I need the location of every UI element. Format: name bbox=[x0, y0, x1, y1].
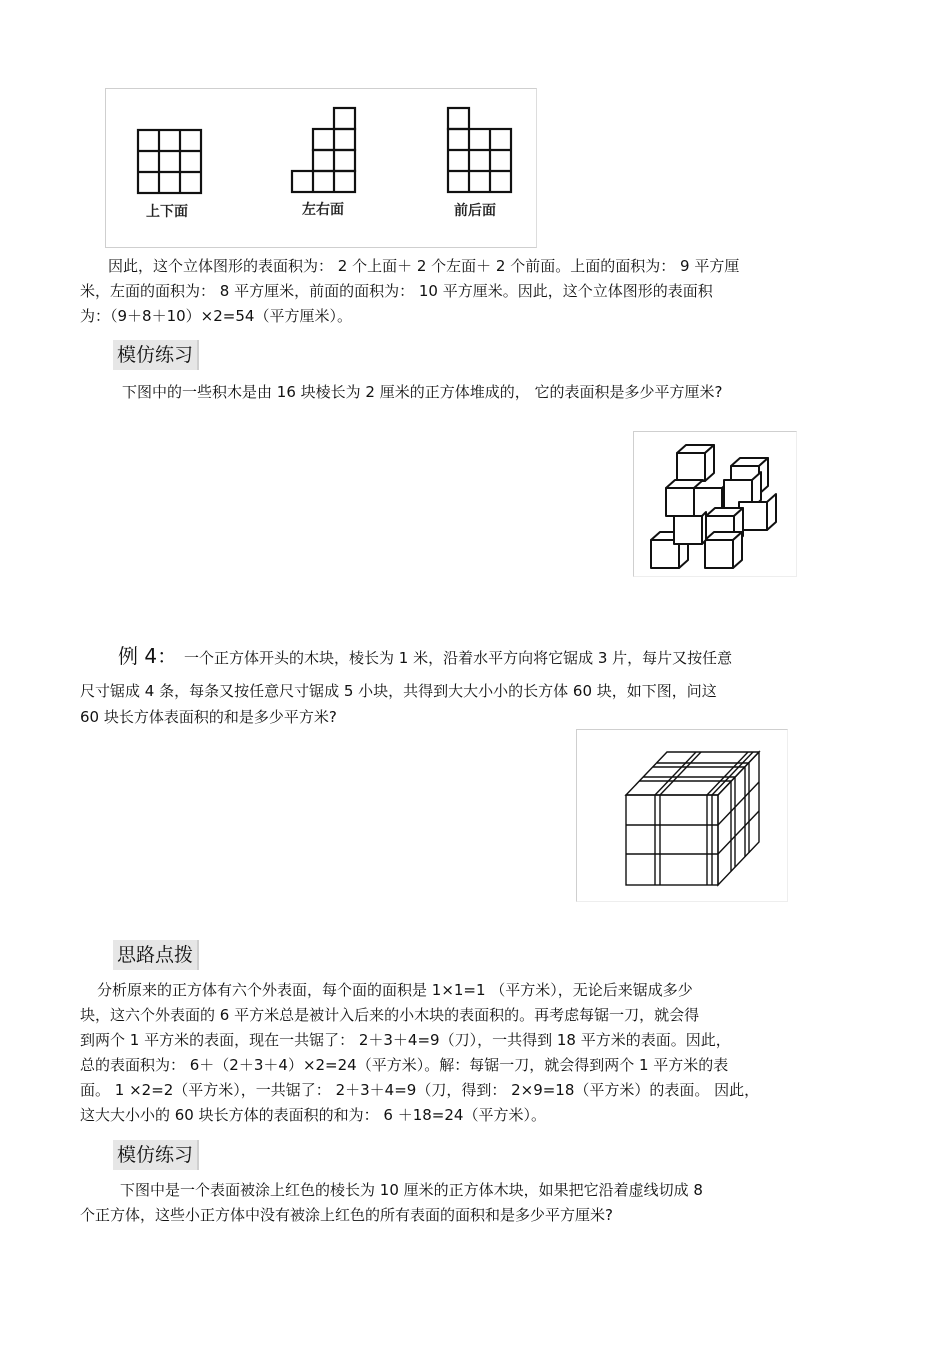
example4-line-1: 一个正方体开头的木块，棱长为 1 米，沿着水平方向将它锯成 3 片，每片又按任意 bbox=[184, 649, 733, 667]
front-back-label: 前后面 bbox=[454, 203, 496, 219]
views-diagram bbox=[106, 89, 536, 247]
analysis-line-6: 这大大小小的 60 块长方体的表面积的和为： 6 ＋18=24（平方米）。 bbox=[80, 1106, 546, 1124]
example4-line-2: 尺寸锯成 4 条，每条又按任意尺寸锯成 5 小块，共得到大大小小的长方体 60 块，如下图，问这 bbox=[80, 682, 717, 700]
sawn-cube-drawing bbox=[577, 730, 787, 901]
practice-question-1: 下图中的一些积木是由 16 块棱长为 2 厘米的正方体堆成的， 它的表面积是多少平方厘米? bbox=[122, 383, 723, 401]
analysis-line-5: 面。 1 ×2=2（平方米），一共锯了： 2＋3＋4=9（刀，得到： 2×9=18（平方米）的表面。 因此， bbox=[80, 1081, 760, 1099]
example4-label: 例 4： bbox=[118, 644, 178, 668]
practice-heading-2: 模仿练习 bbox=[113, 1140, 199, 1170]
answer-line-1: 因此，这个立体图形的表面积为： 2 个上面＋ 2 个左面＋ 2 个前面。上面的面积为： 9 平方厘 bbox=[108, 257, 740, 275]
analysis-line-1: 分析原来的正方体有六个外表面，每个面的面积是 1×1=1 （平方米），无论后来锯成多少 bbox=[97, 981, 693, 999]
top-bottom-view bbox=[138, 130, 201, 193]
sawn-cube-figure bbox=[576, 729, 788, 902]
analysis-line-3: 到两个 1 平方米的表面，现在一共锯了： 2＋3＋4=9（刀），一共得到 18 平方米的表面。因此， bbox=[80, 1031, 731, 1049]
left-right-view bbox=[292, 108, 355, 192]
analysis-line-2: 块，这六个外表面的 6 平方米总是被计入后来的小木块的表面积的。再考虑每锯一刀，就会得 bbox=[80, 1006, 700, 1024]
top-bottom-label: 上下面 bbox=[146, 204, 188, 220]
left-right-label: 左右面 bbox=[302, 202, 344, 218]
practice2-line-2: 个正方体，这些小正方体中没有被涂上红色的所有表面的面积和是多少平方厘米? bbox=[80, 1206, 613, 1224]
analysis-heading: 思路点拨 bbox=[113, 940, 199, 970]
answer-line-2: 米，左面的面积为： 8 平方厘米，前面的面积为： 10 平方厘米。因此，这个立体图形的表面积 bbox=[80, 282, 713, 300]
analysis-line-4: 总的表面积为： 6＋（2＋3＋4）×2=24（平方米）。解：每锯一刀，就会得到两个 1 平方米的表 bbox=[80, 1056, 729, 1074]
practice2-line-1: 下图中是一个表面被涂上红色的棱长为 10 厘米的正方体木块，如果把它沿着虚线切成 8 bbox=[120, 1181, 703, 1199]
stacked-cubes-drawing bbox=[634, 432, 796, 576]
example4-line-3: 60 块长方体表面积的和是多少平方米? bbox=[80, 708, 337, 726]
front-back-view bbox=[448, 108, 511, 192]
answer-line-3: 为：（9＋8＋10）×2=54（平方厘米）。 bbox=[80, 307, 352, 325]
practice-heading-1: 模仿练习 bbox=[113, 340, 199, 370]
stacked-cubes-figure bbox=[633, 431, 797, 577]
views-figure bbox=[105, 88, 537, 248]
